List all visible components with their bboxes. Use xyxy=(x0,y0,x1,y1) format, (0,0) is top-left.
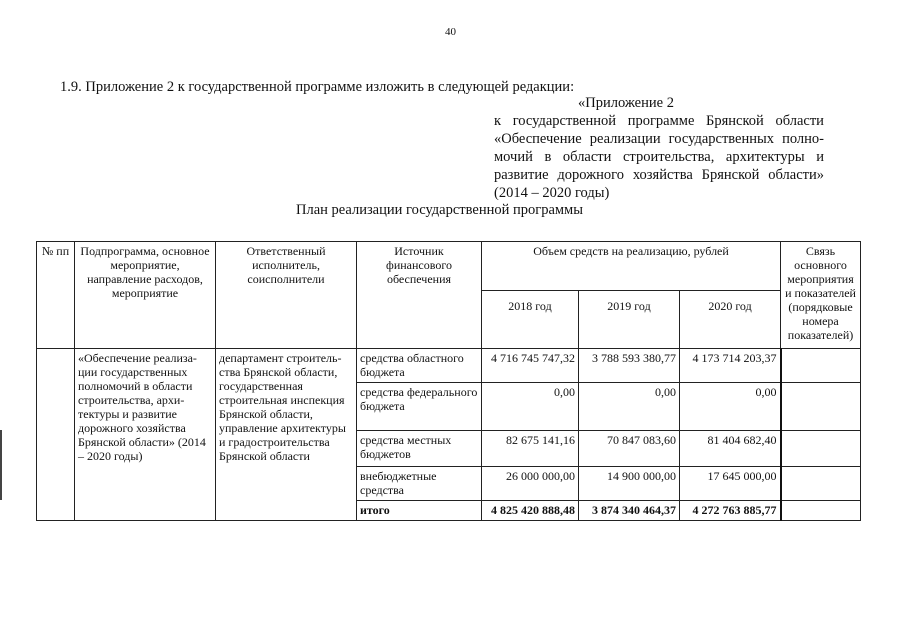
header-source: Источник финансового обеспечения xyxy=(357,242,482,349)
link-cell xyxy=(781,383,861,431)
value-2019-cell: 0,00 xyxy=(579,383,680,431)
appendix-line: развитие дорожного хозяйства Брянской области» xyxy=(494,167,824,183)
link-cell xyxy=(781,467,861,501)
value-2018-cell: 0,00 xyxy=(482,383,579,431)
appendix-line: (2014 – 2020 годы) xyxy=(494,185,610,201)
link-cell xyxy=(781,349,861,383)
header-link: Связь основного мероприятия и показателей (порядковые номера показателей) xyxy=(781,242,861,349)
instruction-text: 1.9. Приложение 2 к государственной программе изложить в следующей редакции: xyxy=(60,79,575,95)
value-2020-cell: 0,00 xyxy=(680,383,781,431)
program-executors-cell: департамент строитель-ства Брянской области, государственная строительная инспекция Брянской области, управление архитектуры и градостроительства Брянской области xyxy=(216,349,357,521)
link-cell xyxy=(781,431,861,467)
plan-table xyxy=(36,241,861,521)
source-cell: внебюджетные средства xyxy=(357,467,482,501)
link-cell xyxy=(781,501,861,521)
value-2019-cell: 3 788 593 380,77 xyxy=(579,349,680,383)
program-name-cell: «Обеспечение реализа-ции государственных полномочий в области строительства, архи-тектуры и развитие дорожного хозяйства Брянской области» (2014 – 2020 годы) xyxy=(75,349,216,521)
source-cell: средства местных бюджетов xyxy=(357,431,482,467)
total-2018-cell: 4 825 420 888,48 xyxy=(482,501,579,521)
appendix-title: «Приложение 2 xyxy=(578,95,674,111)
value-2020-cell: 17 645 000,00 xyxy=(680,467,781,501)
value-2018-cell: 26 000 000,00 xyxy=(482,467,579,501)
table-row xyxy=(37,349,861,383)
header-year-2019: 2019 год xyxy=(579,291,680,349)
header-num: № пп xyxy=(37,242,75,349)
total-2020-cell: 4 272 763 885,77 xyxy=(680,501,781,521)
total-label-cell: итого xyxy=(357,501,482,521)
value-2018-cell: 4 716 745 747,32 xyxy=(482,349,579,383)
header-executor: Ответственный исполнитель, соисполнители xyxy=(216,242,357,349)
value-2020-cell: 81 404 682,40 xyxy=(680,431,781,467)
source-cell: средства областного бюджета xyxy=(357,349,482,383)
source-cell: средства федерального бюджета xyxy=(357,383,482,431)
total-2019-cell: 3 874 340 464,37 xyxy=(579,501,680,521)
header-row xyxy=(37,242,861,291)
page-number: 40 xyxy=(445,26,456,38)
value-2019-cell: 14 900 000,00 xyxy=(579,467,680,501)
plan-title: План реализации государственной программы xyxy=(296,202,583,218)
appendix-line: мочий в области строительства, архитектуры и xyxy=(494,149,824,165)
value-2019-cell: 70 847 083,60 xyxy=(579,431,680,467)
value-2020-cell: 4 173 714 203,37 xyxy=(680,349,781,383)
value-2018-cell: 82 675 141,16 xyxy=(482,431,579,467)
appendix-line: к государственной программе Брянской области xyxy=(494,113,824,129)
program-num-cell xyxy=(37,349,75,521)
appendix-block xyxy=(494,94,824,202)
header-year-2018: 2018 год xyxy=(482,291,579,349)
scan-edge-mark xyxy=(0,430,2,500)
header-subprogram: Подпрограмма, основное мероприятие, направление расходов, мероприятие xyxy=(75,242,216,349)
header-volume: Объем средств на реализацию, рублей xyxy=(482,242,781,291)
appendix-line: «Обеспечение реализации государственных полно- xyxy=(494,131,824,147)
header-year-2020: 2020 год xyxy=(680,291,781,349)
